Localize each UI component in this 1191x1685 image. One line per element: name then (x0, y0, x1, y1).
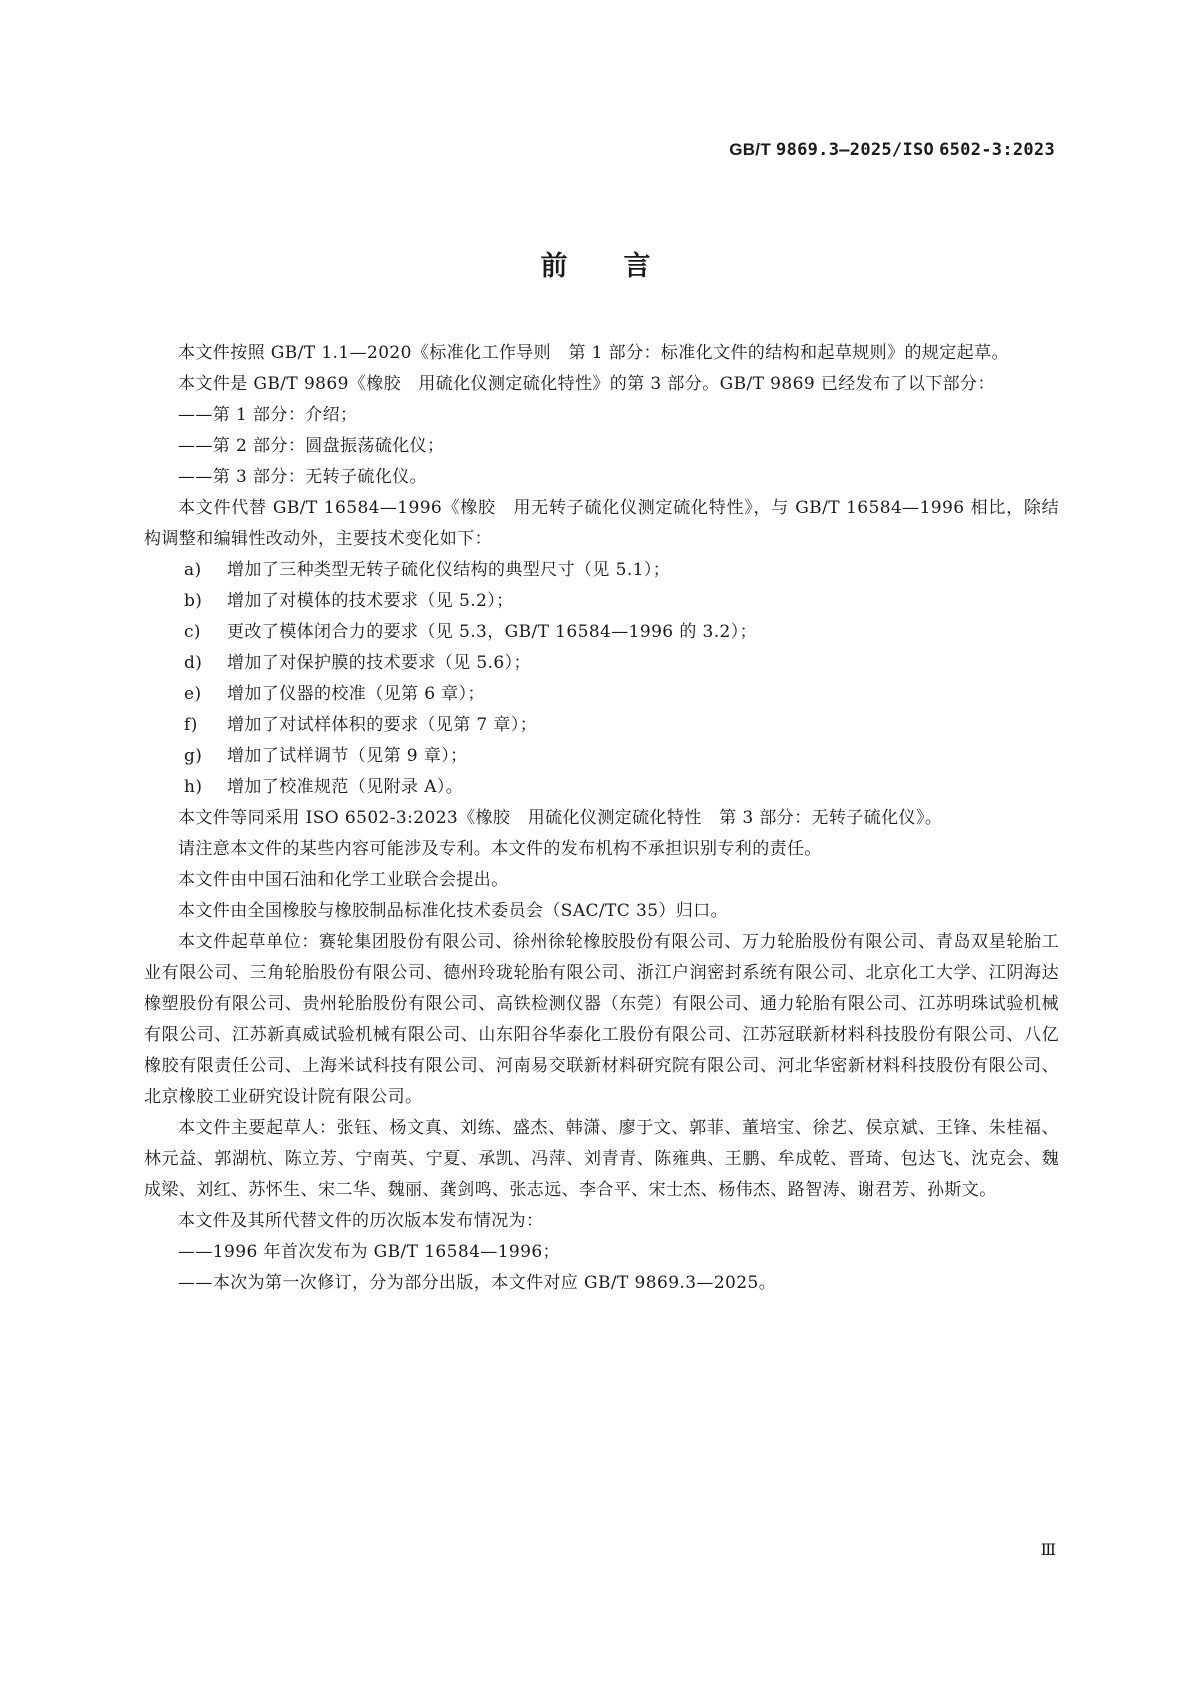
paragraph-drafting-rules: 本文件按照 GB/T 1.1—2020《标准化工作导则 第 1 部分：标准化文件的结构和起草规则》的规定起草。 (178, 343, 1009, 363)
paragraph-proposer: 本文件由中国石油和化学工业联合会提出。 (178, 870, 509, 890)
change-item-b (144, 586, 1059, 617)
paragraph-replacement: 本文件代替 GB/T 16584—1996《橡胶 用无转子硫化仪测定硫化特性》，与 GB/T 16584—1996 相比，除结构调整和编辑性改动外，主要技术变化如下： (144, 498, 1059, 549)
list-item-part-2: ——第 2 部分：圆盘振荡硫化仪； (178, 436, 445, 456)
paragraph-history: 本文件及其所代替文件的历次版本发布情况为： (178, 1211, 544, 1231)
standard-number (729, 140, 1055, 160)
change-text: 增加了仪器的校准（见第 6 章）； (227, 684, 485, 704)
page-title: 前言 (540, 251, 707, 282)
change-item-c (144, 617, 1059, 648)
list-item-part-3: ——第 3 部分：无转子硫化仪。 (178, 467, 428, 487)
change-text: 增加了对试样体积的要求（见第 7 章）； (227, 715, 538, 735)
change-text: 增加了三种类型无转子硫化仪结构的典型尺寸（见 5.1）； (227, 560, 671, 580)
standard-prefix: GB/T (729, 140, 772, 159)
standard-suffix: 6502-3:2023 (939, 140, 1055, 160)
paragraph-drafting-units: 本文件起草单位：赛轮集团股份有限公司、徐州徐轮橡胶股份有限公司、万力轮胎股份有限公司、青岛双星轮胎工业有限公司、三角轮胎股份有限公司、德州玲珑轮胎有限公司、浙江户润密封系统有限公司、北京化工大学、江阴海达橡塑股份有限公司、贵州轮胎股份有限公司、高铁检测仪器（东莞）有限公司、通力轮胎有限公司、江苏明珠试验机械有限公司、江苏新真威试验机械有限公司、山东阳谷华泰化工股份有限公司、江苏冠联新材料科技股份有限公司、八亿橡胶有限责任公司、上海米试科技有限公司、河南易交联新材料研究院有限公司、河北华密新材料科技股份有限公司、北京橡胶工业研究设计院有限公司。 (144, 932, 1059, 1107)
paragraph-series-part: 本文件是 GB/T 9869《橡胶 用硫化仪测定硫化特性》的第 3 部分。GB/T 9869 已经发布了以下部分： (178, 374, 995, 394)
change-text: 增加了校准规范（见附录 A）。 (227, 777, 464, 797)
page-number: Ⅲ (1040, 1540, 1056, 1559)
change-text: 增加了试样调节（见第 9 章）； (227, 746, 468, 766)
change-marker: e) (184, 684, 202, 704)
paragraph-committee: 本文件由全国橡胶与橡胶制品标准化技术委员会（SAC/TC 35）归口。 (178, 901, 729, 921)
change-item-g (144, 741, 1059, 772)
change-item-d (144, 648, 1059, 679)
foreword-body (144, 338, 1059, 1299)
change-item-a (144, 555, 1059, 586)
change-marker: d) (184, 653, 203, 673)
paragraph-iso-adoption: 本文件等同采用 ISO 6502-3:2023《橡胶 用硫化仪测定硫化特性 第 3 部分：无转子硫化仪》。 (178, 808, 943, 828)
standard-middle: 9869.3—2025/ISO (776, 140, 935, 160)
change-marker: g) (184, 746, 203, 766)
change-marker: b) (184, 591, 203, 611)
paragraph-patent-notice: 请注意本文件的某些内容可能涉及专利。本文件的发布机构不承担识别专利的责任。 (178, 839, 822, 859)
change-item-f (144, 710, 1059, 741)
change-text: 增加了对保护膜的技术要求（见 5.6）； (227, 653, 531, 673)
list-item-history-2: ——本次为第一次修订，分为部分出版，本文件对应 GB/T 9869.3—2025。 (178, 1273, 777, 1293)
change-marker: c) (184, 622, 201, 642)
change-item-e (144, 679, 1059, 710)
list-item-history-1: ——1996 年首次发布为 GB/T 16584—1996； (178, 1242, 560, 1262)
change-marker: f) (184, 715, 198, 735)
change-text: 更改了模体闭合力的要求（见 5.3，GB/T 16584—1996 的 3.2）； (227, 622, 758, 642)
list-item-part-1: ——第 1 部分：介绍； (178, 405, 358, 425)
change-marker: h) (184, 777, 203, 797)
change-item-h (144, 772, 1059, 803)
change-text: 增加了对模体的技术要求（见 5.2）； (227, 591, 514, 611)
paragraph-drafters: 本文件主要起草人：张钰、杨文真、刘练、盛杰、韩潇、廖于文、郭菲、董培宝、徐艺、侯京斌、王锋、朱桂福、林元益、郭湖杭、陈立芳、宁南英、宁夏、承凯、冯萍、刘青青、陈雍典、王鹏、牟成乾、晋琦、包达飞、沈克会、魏成梁、刘红、苏怀生、宋二华、魏丽、龚剑鸣、张志远、李合平、宋士杰、杨伟杰、路智涛、谢君芳、孙斯文。 (144, 1118, 1059, 1200)
change-marker: a) (184, 560, 202, 580)
